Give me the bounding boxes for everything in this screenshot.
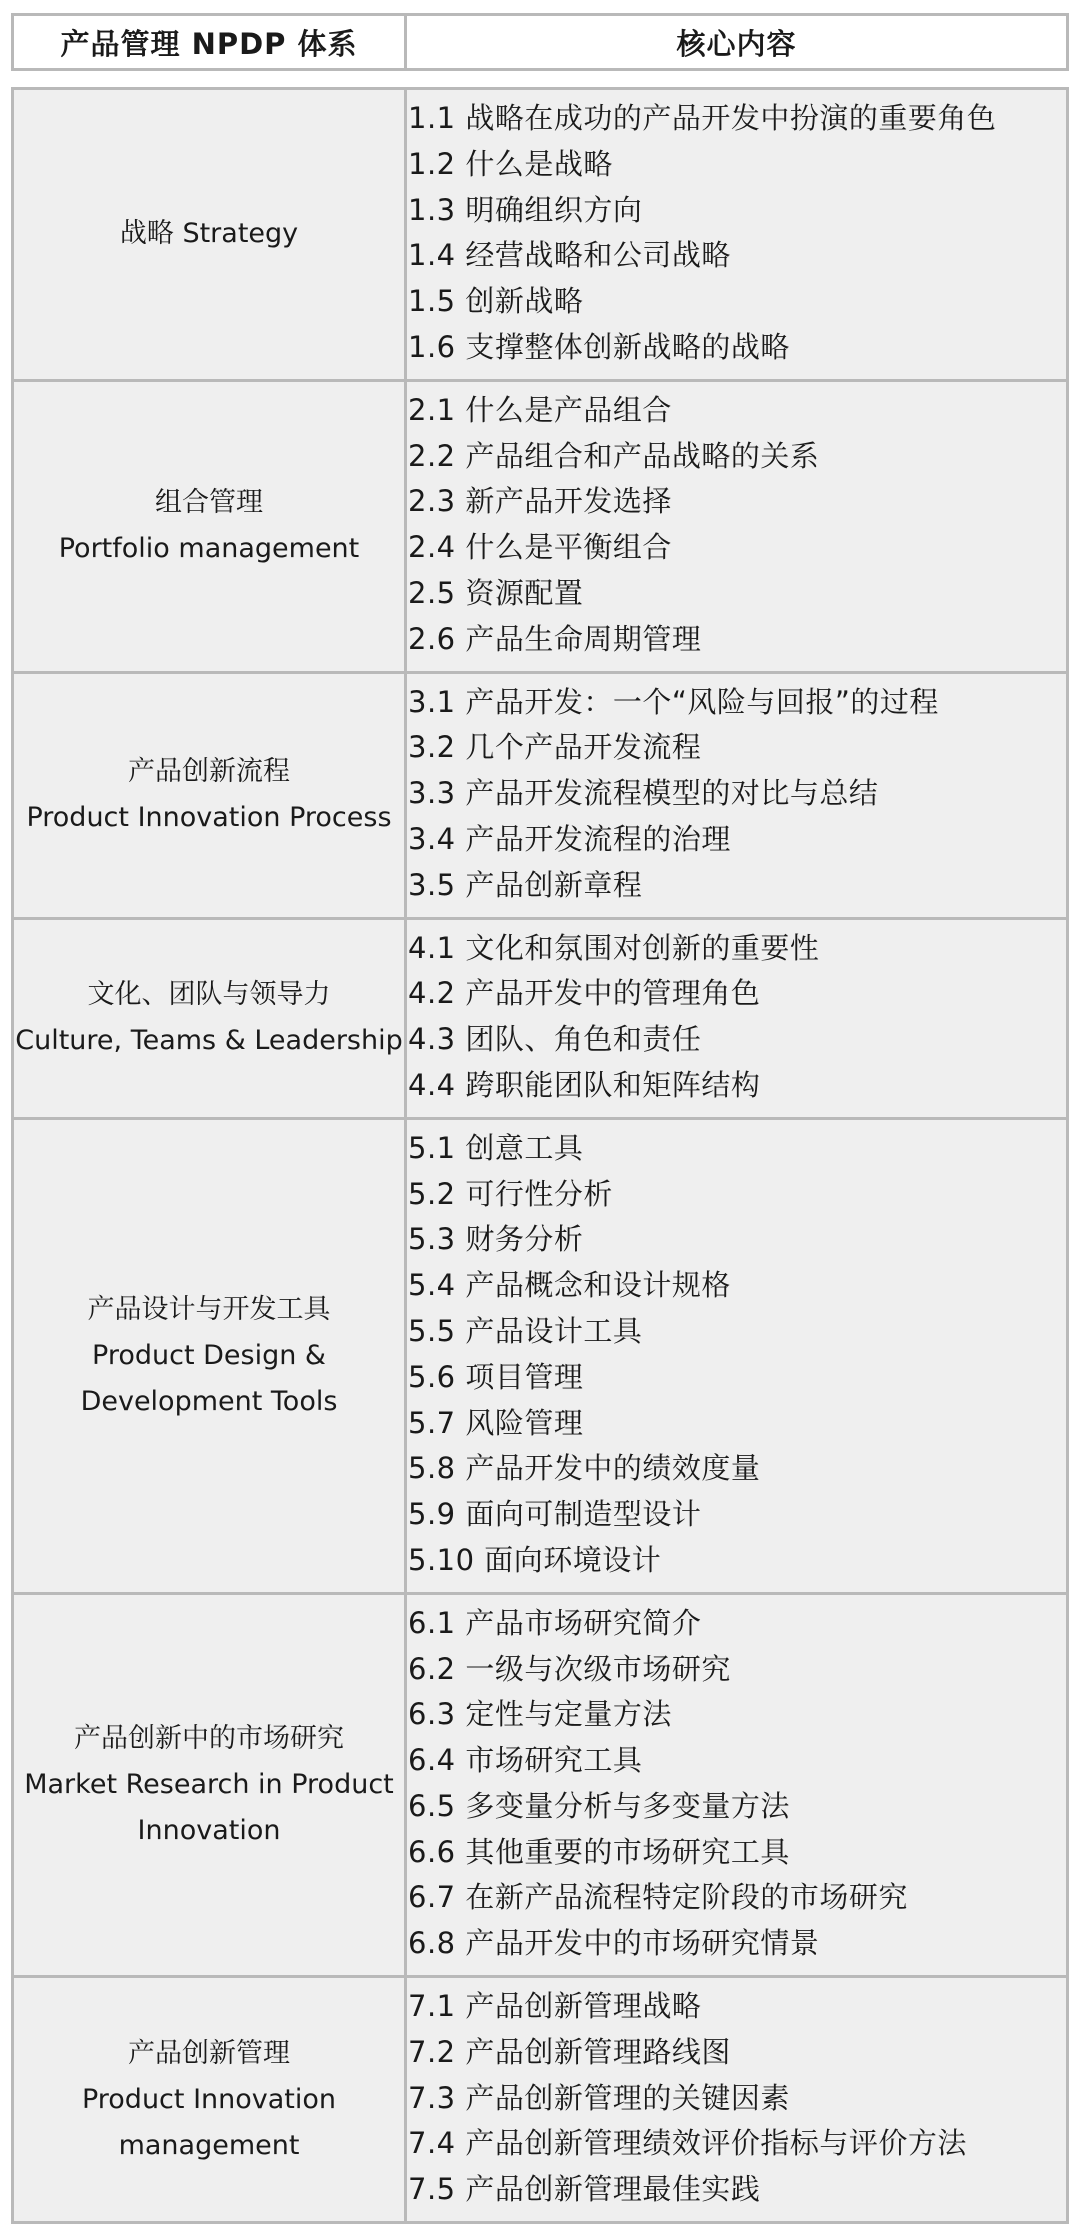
content-cell [407, 90, 1066, 379]
table-row [14, 379, 1066, 671]
content-item: 5.5 产品设计工具 [408, 1313, 643, 1348]
category-label: Market Research in Product [24, 1768, 394, 1800]
table-row [14, 1592, 1066, 1975]
content-item: 5.10 面向环境设计 [408, 1542, 662, 1577]
content-item: 4.4 跨职能团队和矩阵结构 [408, 1067, 761, 1102]
content-item: 5.3 财务分析 [408, 1222, 584, 1257]
content-item: 5.2 可行性分析 [408, 1176, 613, 1211]
content-item: 2.3 新产品开发选择 [408, 484, 672, 519]
content-item: 1.4 经营战略和公司战略 [408, 238, 731, 273]
npdp-table [11, 13, 1069, 2224]
content-item: 1.1 战略在成功的产品开发中扮演的重要角色 [408, 101, 997, 135]
content-item: 5.8 产品开发中的绩效度量 [408, 1451, 761, 1486]
table-row [14, 1117, 1066, 1592]
category-label: 产品创新管理 [128, 2037, 290, 2069]
content-item: 1.5 创新战略 [408, 284, 584, 319]
content-item: 6.6 其他重要的市场研究工具 [408, 1834, 790, 1869]
category-cell [14, 920, 407, 1117]
content-item: 6.8 产品开发中的市场研究情景 [408, 1926, 820, 1961]
content-item: 2.6 产品生命周期管理 [408, 621, 702, 656]
category-label: 组合管理 [155, 487, 263, 519]
table-row [14, 1975, 1066, 2221]
content-item: 3.2 几个产品开发流程 [408, 730, 702, 765]
content-item: 5.9 面向可制造型设计 [408, 1497, 702, 1532]
content-item: 4.1 文化和氛围对创新的重要性 [408, 930, 820, 965]
content-item: 6.2 一级与次级市场研究 [408, 1651, 731, 1686]
content-item: 1.3 明确组织方向 [408, 192, 643, 227]
category-label: Product Innovation Process [26, 802, 392, 834]
category-label: 文化、团队与领导力 [87, 979, 331, 1011]
content-item: 6.7 在新产品流程特定阶段的市场研究 [408, 1880, 908, 1915]
content-item: 2.2 产品组合和产品战略的关系 [408, 438, 820, 473]
content-item: 3.1 产品开发：一个“风险与回报”的过程 [408, 684, 939, 719]
content-item: 1.6 支撑整体创新战略的战略 [408, 329, 790, 364]
content-item: 5.6 项目管理 [408, 1359, 584, 1394]
content-item: 3.4 产品开发流程的治理 [408, 821, 731, 856]
table-row [14, 671, 1066, 917]
content-cell [407, 382, 1066, 671]
content-item: 3.3 产品开发流程模型的对比与总结 [408, 776, 879, 811]
content-cell [407, 1978, 1066, 2221]
category-cell [14, 382, 407, 671]
category-label: Innovation [137, 1814, 281, 1846]
category-label: Development Tools [80, 1385, 338, 1417]
table-header [11, 13, 1069, 71]
category-label: management [118, 2129, 300, 2161]
content-item: 4.3 团队、角色和责任 [408, 1022, 702, 1057]
content-item: 5.4 产品概念和设计规格 [408, 1268, 731, 1303]
content-item: 3.5 产品创新章程 [408, 867, 643, 902]
category-cell [14, 674, 407, 917]
category-label: 产品设计与开发工具 [87, 1293, 331, 1325]
category-label: 战略 Strategy [119, 218, 299, 250]
category-label: Portfolio management [58, 533, 360, 565]
content-item: 6.1 产品市场研究简介 [408, 1605, 702, 1640]
table-row [14, 917, 1066, 1117]
content-item: 7.1 产品创新管理战略 [408, 1989, 702, 2024]
content-item: 6.4 市场研究工具 [408, 1743, 643, 1778]
content-item: 7.3 产品创新管理的关键因素 [408, 2080, 790, 2115]
category-label: Product Innovation [81, 2083, 337, 2115]
content-item: 6.5 多变量分析与多变量方法 [408, 1788, 790, 1823]
category-cell [14, 1595, 407, 1975]
category-cell [14, 1978, 407, 2221]
content-item: 1.2 什么是战略 [408, 146, 613, 181]
content-item: 6.3 定性与定量方法 [408, 1697, 672, 1732]
header-content: 核心内容 [676, 26, 797, 61]
header-gap [11, 71, 1069, 87]
content-item: 5.7 风险管理 [408, 1405, 584, 1440]
content-cell [407, 1595, 1066, 1975]
category-label: Product Design & [92, 1339, 326, 1371]
content-item: 4.2 产品开发中的管理角色 [408, 976, 761, 1011]
content-item: 2.4 什么是平衡组合 [408, 530, 672, 565]
content-item: 7.4 产品创新管理绩效评价指标与评价方法 [408, 2126, 967, 2161]
content-item: 7.2 产品创新管理路线图 [408, 2034, 731, 2069]
content-item: 2.1 什么是产品组合 [408, 392, 672, 427]
content-cell [407, 920, 1066, 1117]
category-cell [14, 1120, 407, 1592]
category-label: 产品创新中的市场研究 [74, 1722, 344, 1754]
content-item: 5.1 创意工具 [408, 1130, 584, 1165]
content-cell [407, 1120, 1066, 1592]
table-body [11, 87, 1069, 2224]
category-label: 产品创新流程 [128, 756, 290, 788]
table-row [14, 90, 1066, 379]
content-item: 2.5 资源配置 [408, 575, 584, 610]
content-cell [407, 674, 1066, 917]
category-label: Culture, Teams & Leadership [15, 1025, 403, 1057]
header-system: 产品管理 NPDP 体系 [14, 16, 407, 68]
category-cell [14, 90, 407, 379]
content-item: 7.5 产品创新管理最佳实践 [408, 2172, 761, 2207]
